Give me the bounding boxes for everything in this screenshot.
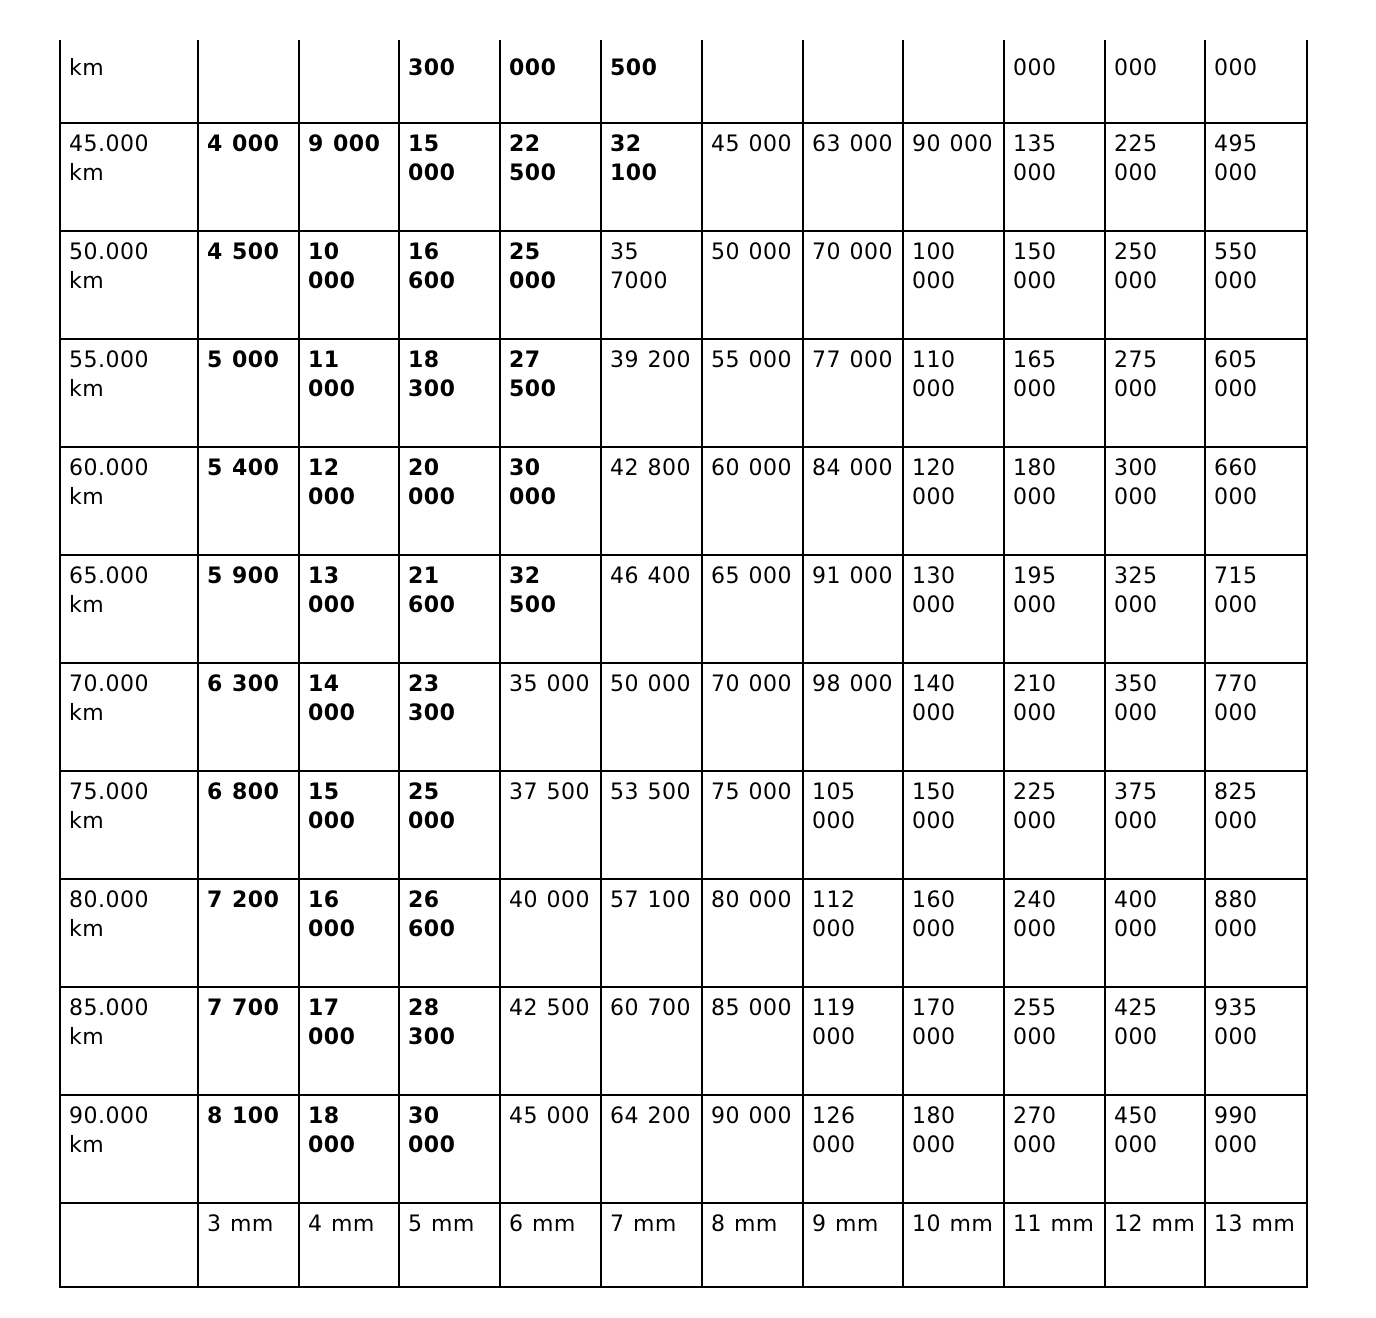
table-cell: 000 bbox=[1205, 40, 1307, 123]
table-cell: 26 600 bbox=[399, 879, 500, 987]
table-cell: 119 000 bbox=[803, 987, 903, 1095]
table-cell: 25 000 bbox=[399, 771, 500, 879]
table-cell: 30 000 bbox=[500, 447, 601, 555]
table-cell: 5 400 bbox=[198, 447, 299, 555]
table-cell bbox=[903, 40, 1004, 123]
table-cell: 10 000 bbox=[299, 231, 399, 339]
table-cell: 12 mm bbox=[1105, 1203, 1205, 1287]
table-cell: 77 000 bbox=[803, 339, 903, 447]
row-label-cell bbox=[60, 1203, 198, 1287]
table-row bbox=[60, 555, 1307, 663]
table-cell: 60 700 bbox=[601, 987, 702, 1095]
table-row bbox=[60, 987, 1307, 1095]
table-cell: 150 000 bbox=[903, 771, 1004, 879]
table-cell: 35 7000 bbox=[601, 231, 702, 339]
table-cell: 275 000 bbox=[1105, 339, 1205, 447]
table-cell: 45 000 bbox=[500, 1095, 601, 1203]
table-cell: 32 500 bbox=[500, 555, 601, 663]
table-cell: 170 000 bbox=[903, 987, 1004, 1095]
table-cell: 210 000 bbox=[1004, 663, 1105, 771]
table-cell: 84 000 bbox=[803, 447, 903, 555]
table-cell bbox=[299, 40, 399, 123]
table-cell: 70 000 bbox=[702, 663, 803, 771]
table-cell: 16 600 bbox=[399, 231, 500, 339]
table-cell: 7 700 bbox=[198, 987, 299, 1095]
table-cell: 9 000 bbox=[299, 123, 399, 231]
table-cell: 495 000 bbox=[1205, 123, 1307, 231]
table-cell: 7 200 bbox=[198, 879, 299, 987]
table-cell: 22 500 bbox=[500, 123, 601, 231]
table-cell: 300 000 bbox=[1105, 447, 1205, 555]
table-cell: 39 200 bbox=[601, 339, 702, 447]
table-row bbox=[60, 339, 1307, 447]
table-cell: 225 000 bbox=[1105, 123, 1205, 231]
table-cell: 15 000 bbox=[399, 123, 500, 231]
table-cell: 100 000 bbox=[903, 231, 1004, 339]
table-cell: 6 mm bbox=[500, 1203, 601, 1287]
table-cell: 350 000 bbox=[1105, 663, 1205, 771]
table-cell: 255 000 bbox=[1004, 987, 1105, 1095]
table-cell: 46 400 bbox=[601, 555, 702, 663]
table-cell: 14 000 bbox=[299, 663, 399, 771]
table-cell: 45 000 bbox=[702, 123, 803, 231]
table-cell: 35 000 bbox=[500, 663, 601, 771]
row-label-cell: 70.000 km bbox=[60, 663, 198, 771]
table-cell: 57 100 bbox=[601, 879, 702, 987]
table-cell: 32 100 bbox=[601, 123, 702, 231]
table-cell: 990 000 bbox=[1205, 1095, 1307, 1203]
table-cell: 140 000 bbox=[903, 663, 1004, 771]
row-label-cell: 50.000 km bbox=[60, 231, 198, 339]
table-cell: 660 000 bbox=[1205, 447, 1307, 555]
table-cell: 8 100 bbox=[198, 1095, 299, 1203]
table-cell: 91 000 bbox=[803, 555, 903, 663]
table-cell: 6 800 bbox=[198, 771, 299, 879]
table-cell: 4 500 bbox=[198, 231, 299, 339]
table-cell bbox=[803, 40, 903, 123]
table-cell: 75 000 bbox=[702, 771, 803, 879]
table-row bbox=[60, 879, 1307, 987]
table-row bbox=[60, 447, 1307, 555]
table-cell: 11 000 bbox=[299, 339, 399, 447]
table-cell: 110 000 bbox=[903, 339, 1004, 447]
table-cell: 42 500 bbox=[500, 987, 601, 1095]
table-cell: 425 000 bbox=[1105, 987, 1205, 1095]
table-cell: 13 000 bbox=[299, 555, 399, 663]
table-cell: 13 mm bbox=[1205, 1203, 1307, 1287]
table-cell: 37 500 bbox=[500, 771, 601, 879]
table-cell bbox=[198, 40, 299, 123]
table-row-continued bbox=[60, 40, 1307, 123]
table-cell: 21 600 bbox=[399, 555, 500, 663]
table-cell: 000 bbox=[500, 40, 601, 123]
table-cell bbox=[702, 40, 803, 123]
table-cell: 16 000 bbox=[299, 879, 399, 987]
table-cell: 40 000 bbox=[500, 879, 601, 987]
table-cell: 53 500 bbox=[601, 771, 702, 879]
table-cell: 15 000 bbox=[299, 771, 399, 879]
table-cell: 605 000 bbox=[1205, 339, 1307, 447]
table-cell: 126 000 bbox=[803, 1095, 903, 1203]
table-cell: 6 300 bbox=[198, 663, 299, 771]
table-cell: 105 000 bbox=[803, 771, 903, 879]
table-cell: 150 000 bbox=[1004, 231, 1105, 339]
table-cell: 120 000 bbox=[903, 447, 1004, 555]
table-cell: 12 000 bbox=[299, 447, 399, 555]
table-cell: 42 800 bbox=[601, 447, 702, 555]
table-cell: 70 000 bbox=[803, 231, 903, 339]
table-cell: 180 000 bbox=[903, 1095, 1004, 1203]
table-cell: 8 mm bbox=[702, 1203, 803, 1287]
table-cell: 715 000 bbox=[1205, 555, 1307, 663]
table-cell: 165 000 bbox=[1004, 339, 1105, 447]
row-label-cell: 60.000 km bbox=[60, 447, 198, 555]
distance-thickness-table bbox=[59, 40, 1308, 1288]
table-cell: 375 000 bbox=[1105, 771, 1205, 879]
row-label-cell: 45.000 km bbox=[60, 123, 198, 231]
row-label-cell: 65.000 km bbox=[60, 555, 198, 663]
table-cell: 225 000 bbox=[1004, 771, 1105, 879]
table-cell: 135 000 bbox=[1004, 123, 1105, 231]
table-cell: 50 000 bbox=[601, 663, 702, 771]
table-cell: 20 000 bbox=[399, 447, 500, 555]
table-cell: 300 bbox=[399, 40, 500, 123]
table-cell: 5 000 bbox=[198, 339, 299, 447]
table-cell: 160 000 bbox=[903, 879, 1004, 987]
table-cell: 550 000 bbox=[1205, 231, 1307, 339]
table-cell: 85 000 bbox=[702, 987, 803, 1095]
table-cell: 325 000 bbox=[1105, 555, 1205, 663]
table-cell: 4 000 bbox=[198, 123, 299, 231]
table-row bbox=[60, 1095, 1307, 1203]
table-cell: 17 000 bbox=[299, 987, 399, 1095]
table-footer-row bbox=[60, 1203, 1307, 1287]
table-cell: 195 000 bbox=[1004, 555, 1105, 663]
table-cell: 770 000 bbox=[1205, 663, 1307, 771]
table-cell: 5 900 bbox=[198, 555, 299, 663]
table-cell: 50 000 bbox=[702, 231, 803, 339]
table-cell: 64 200 bbox=[601, 1095, 702, 1203]
table-row bbox=[60, 123, 1307, 231]
table-cell: 18 300 bbox=[399, 339, 500, 447]
table-cell: 90 000 bbox=[903, 123, 1004, 231]
row-label-cell: 55.000 km bbox=[60, 339, 198, 447]
table-cell: 90 000 bbox=[702, 1095, 803, 1203]
table-cell: 270 000 bbox=[1004, 1095, 1105, 1203]
table-cell: 000 bbox=[1004, 40, 1105, 123]
table-cell: 880 000 bbox=[1205, 879, 1307, 987]
table-cell: 7 mm bbox=[601, 1203, 702, 1287]
table-row bbox=[60, 231, 1307, 339]
table-cell: 98 000 bbox=[803, 663, 903, 771]
table-cell: 60 000 bbox=[702, 447, 803, 555]
row-label-cell: 85.000 km bbox=[60, 987, 198, 1095]
table-cell: 400 000 bbox=[1105, 879, 1205, 987]
table-cell: 11 mm bbox=[1004, 1203, 1105, 1287]
table-cell: 25 000 bbox=[500, 231, 601, 339]
table-cell: 240 000 bbox=[1004, 879, 1105, 987]
table-cell: 23 300 bbox=[399, 663, 500, 771]
table-cell: 18 000 bbox=[299, 1095, 399, 1203]
table-row bbox=[60, 771, 1307, 879]
table-cell: 450 000 bbox=[1105, 1095, 1205, 1203]
table-cell: 130 000 bbox=[903, 555, 1004, 663]
table-cell: 5 mm bbox=[399, 1203, 500, 1287]
table-cell: 000 bbox=[1105, 40, 1205, 123]
table-cell: 180 000 bbox=[1004, 447, 1105, 555]
row-label-cell: 80.000 km bbox=[60, 879, 198, 987]
table-cell: 112 000 bbox=[803, 879, 903, 987]
table-cell: 27 500 bbox=[500, 339, 601, 447]
table-cell: 65 000 bbox=[702, 555, 803, 663]
table-cell: 9 mm bbox=[803, 1203, 903, 1287]
table-cell: 3 mm bbox=[198, 1203, 299, 1287]
table-row bbox=[60, 663, 1307, 771]
table-cell: 63 000 bbox=[803, 123, 903, 231]
table-cell: 28 300 bbox=[399, 987, 500, 1095]
row-label-cell: 90.000 km bbox=[60, 1095, 198, 1203]
table-cell: 55 000 bbox=[702, 339, 803, 447]
table-cell: 825 000 bbox=[1205, 771, 1307, 879]
table-cell: 30 000 bbox=[399, 1095, 500, 1203]
row-label-cell: 75.000 km bbox=[60, 771, 198, 879]
table-cell: 250 000 bbox=[1105, 231, 1205, 339]
table-cell: 80 000 bbox=[702, 879, 803, 987]
table-cell: 935 000 bbox=[1205, 987, 1307, 1095]
table-cell: 500 bbox=[601, 40, 702, 123]
row-label-cell: km bbox=[60, 40, 198, 123]
table-cell: 4 mm bbox=[299, 1203, 399, 1287]
table-cell: 10 mm bbox=[903, 1203, 1004, 1287]
